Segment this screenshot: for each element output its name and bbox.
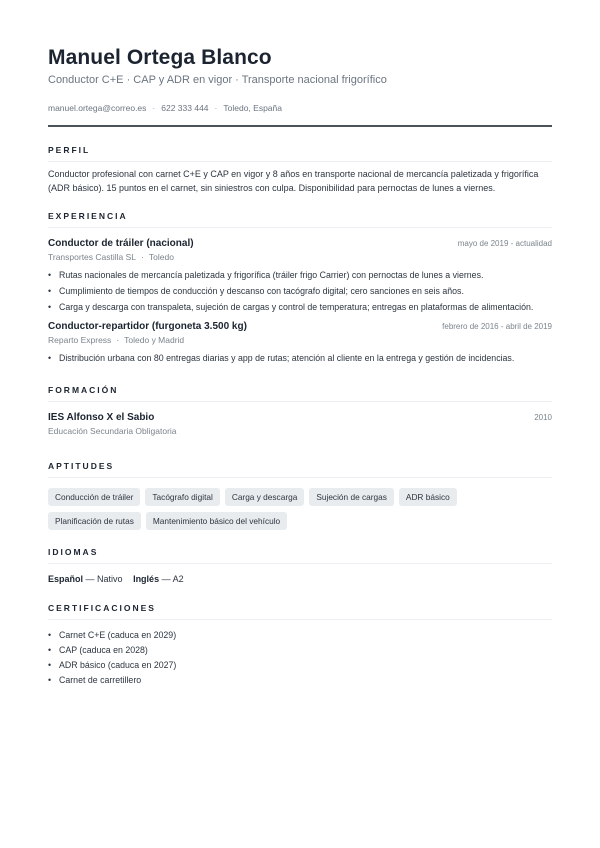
section-divider bbox=[48, 227, 552, 228]
section-title-experience: EXPERIENCIA bbox=[48, 210, 128, 221]
section-divider bbox=[48, 619, 552, 620]
certification-item: • ADR básico (caduca en 2027) bbox=[48, 658, 552, 673]
language-level: — A2 bbox=[161, 573, 184, 584]
profile-summary: Conductor profesional con carnet C+E y CAP en vigor y 8 años en transporte nacional de mercancía paletizada y frigorífica (ADR básico). 15 puntos en el carnet, sin siniestros con culpa. Disponibilidad para pernoctas de lunes a viernes. bbox=[48, 168, 539, 193]
section-title-profile: PERFIL bbox=[48, 144, 91, 155]
certifications-list bbox=[48, 628, 552, 688]
skill-chip: ADR básico bbox=[399, 488, 457, 506]
section-divider bbox=[48, 401, 552, 402]
education-year: 2010 bbox=[534, 412, 552, 422]
header-divider bbox=[48, 125, 552, 127]
skill-chip: Mantenimiento básico del vehículo bbox=[146, 512, 287, 530]
contact-line bbox=[48, 102, 552, 114]
job-dates: febrero de 2016 - abril de 2019 bbox=[442, 321, 552, 331]
language-name: Español bbox=[48, 573, 84, 584]
experience-entry bbox=[48, 320, 552, 366]
school-name: IES Alfonso X el Sabio bbox=[48, 411, 155, 423]
job-company: Transportes Castilla SL bbox=[48, 251, 137, 262]
job-company-line bbox=[48, 334, 552, 346]
job-dates: mayo de 2019 - actualidad bbox=[457, 238, 552, 248]
job-title: Conductor de tráiler (nacional) bbox=[48, 237, 194, 249]
job-company: Reparto Express bbox=[48, 334, 112, 345]
section-title-education: FORMACIÓN bbox=[48, 384, 119, 395]
skills-list bbox=[48, 488, 552, 530]
section-title-skills: APTITUDES bbox=[48, 460, 115, 471]
certification-item: • CAP (caduca en 2028) bbox=[48, 643, 552, 658]
contact-separator: · bbox=[214, 103, 218, 113]
certification-item: • Carnet de carretillero bbox=[48, 673, 552, 688]
section-divider bbox=[48, 161, 552, 162]
contact-separator: · bbox=[152, 103, 156, 113]
education-degree: Educación Secundaria Obligatoria bbox=[48, 425, 177, 436]
language-item bbox=[133, 574, 184, 584]
job-title: Conductor-repartidor (furgoneta 3.500 kg) bbox=[48, 320, 247, 332]
language-level: — Nativo bbox=[85, 573, 123, 584]
section-divider bbox=[48, 477, 552, 478]
section-title-certifications: CERTIFICACIONES bbox=[48, 602, 156, 613]
contact-location: Toledo, España bbox=[223, 103, 282, 113]
contact-phone: 622 333 444 bbox=[161, 103, 209, 113]
contact-email: manuel.ortega@correo.es bbox=[48, 103, 147, 113]
skill-chip: Carga y descarga bbox=[225, 488, 305, 506]
job-company-line bbox=[48, 251, 552, 263]
job-bullet: • Carga y descarga con transpaleta, sujeción de cargas y control de temperatura; entregas en plataformas de alimentación. bbox=[48, 299, 552, 315]
skill-chip: Sujeción de cargas bbox=[309, 488, 394, 506]
job-bullets bbox=[48, 350, 552, 366]
skill-chip: Planificación de rutas bbox=[48, 512, 141, 530]
job-location: Toledo bbox=[148, 251, 174, 262]
skill-chip: Tacógrafo digital bbox=[145, 488, 219, 506]
job-bullets bbox=[48, 267, 552, 315]
job-bullet: • Rutas nacionales de mercancía paletizada y frigorífica (tráiler frigo Carrier) con pernoctas de lunes a viernes. bbox=[48, 267, 552, 283]
job-bullet: • Distribución urbana con 80 entregas diarias y app de rutas; atención al cliente en la entrega y gestión de incidencias. bbox=[48, 350, 552, 366]
languages-line bbox=[48, 573, 552, 586]
certification-item: • Carnet C+E (caduca en 2029) bbox=[48, 628, 552, 643]
education-entry bbox=[48, 411, 552, 437]
candidate-name: Manuel Ortega Blanco bbox=[48, 46, 272, 69]
skill-chip: Conducción de tráiler bbox=[48, 488, 140, 506]
section-title-languages: IDIOMAS bbox=[48, 546, 99, 557]
job-bullet: • Cumplimiento de tiempos de conducción y descanso con tacógrafo digital; cero sanciones en seis años. bbox=[48, 283, 552, 299]
section-divider bbox=[48, 563, 552, 564]
experience-entry bbox=[48, 237, 552, 315]
candidate-headline: Conductor C+E · CAP y ADR en vigor · Transporte nacional frigorífico bbox=[48, 74, 387, 86]
resume-page bbox=[48, 44, 552, 688]
job-location: Toledo y Madrid bbox=[124, 334, 185, 345]
language-item bbox=[48, 574, 123, 584]
company-separator: · bbox=[116, 334, 120, 345]
language-name: Inglés bbox=[133, 573, 160, 584]
company-separator: · bbox=[141, 251, 144, 262]
